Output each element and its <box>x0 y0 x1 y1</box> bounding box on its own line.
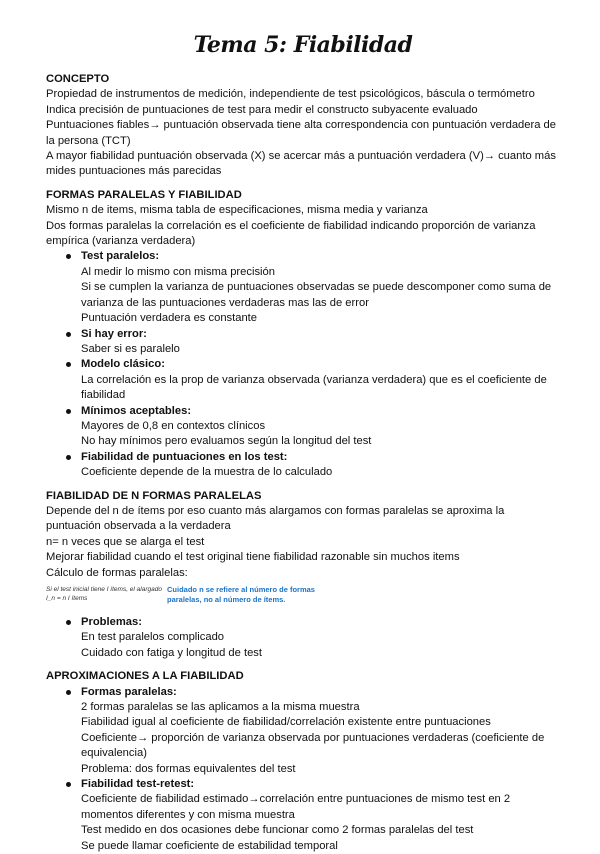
item-title: Si hay error: <box>81 327 147 340</box>
formula-text <box>46 585 163 603</box>
list-item <box>81 615 560 661</box>
paragraph: Indica precisión de puntuaciones de test para medir el constructo subyacente evaluado <box>46 103 478 116</box>
item-line: Cuidado con fatiga y longitud de test <box>81 646 262 659</box>
section-heading: FIABILIDAD DE N FORMAS PARALELAS <box>46 489 262 502</box>
section-concepto <box>46 72 560 180</box>
item-line: Si se cumplen la varianza de puntuaciones observadas se puede descomponer como suma de varianza de las puntuaciones verdaderas mas las de error <box>81 281 552 309</box>
item-title: Mínimos aceptables: <box>81 404 192 417</box>
section-formas-paralelas <box>46 188 560 481</box>
item-title: Test paralelos: <box>81 250 160 263</box>
section-aproximaciones <box>46 669 560 854</box>
bullet-list <box>46 615 560 661</box>
section-n-formas <box>46 489 560 662</box>
item-line: La correlación es la prop de varianza observada (varianza verdadera) que es el coeficiente de fiabilidad <box>81 373 547 402</box>
item-line: No hay mínimos pero evaluamos según la longitud del test <box>81 435 372 448</box>
item-line: Coeficiente de fiabilidad estimado→correlación entre puntuaciones de mismo test en 2 momentos diferentes y con misma muestra <box>81 793 511 821</box>
bullet-list <box>46 685 560 854</box>
item-line: Coeficiente→ proporción de varianza observada por puntuaciones verdaderas (coeficiente de equivalencia) <box>81 731 545 760</box>
formula-line: I_n = n I ítems <box>46 595 88 602</box>
item-line: En test paralelos complicado <box>81 631 225 644</box>
item-title: Problemas: <box>81 616 142 628</box>
paragraph: A mayor fiabilidad puntuación observada (X) se acercar más a puntuación verdadera (V)→ cuanto más mides puntuaciones más parecidas <box>46 150 556 178</box>
paragraph: Puntuaciones fiables→ puntuación observada tiene alta correspondencia con puntuación verdadera de la persona (TCT) <box>46 119 557 147</box>
item-line: Problema: dos formas equivalentes del test <box>81 762 296 775</box>
item-title: Fiabilidad test-retest: <box>81 778 195 791</box>
item-line: Saber si es paralelo <box>81 342 180 355</box>
list-item <box>81 777 560 854</box>
item-title: Formas paralelas: <box>81 685 177 698</box>
list-item <box>81 327 560 358</box>
page-title: Tema 5: Fiabilidad <box>193 32 413 58</box>
paragraph: n= n veces que se alarga el test <box>46 535 205 548</box>
formula-line: Si el test inicial tiene I ítems, el alargado <box>46 586 162 593</box>
item-line: 2 formas paralelas se las aplicamos a la misma muestra <box>81 701 360 714</box>
item-title: Modelo clásico: <box>81 358 165 371</box>
paragraph: Propiedad de instrumentos de medición, independiente de test psicológicos, báscula o termómetro <box>46 88 535 101</box>
list-item <box>81 249 560 326</box>
list-item <box>81 685 560 777</box>
item-line: Test medido en dos ocasiones debe funcionar como 2 formas paralelas del test <box>81 824 474 837</box>
item-line: Fiabilidad igual al coeficiente de fiabilidad/correlación existente entre puntuaciones <box>81 716 491 729</box>
list-item <box>81 404 560 450</box>
paragraph: Dos formas paralelas la correlación es el coeficiente de fiabilidad indicando proporción de varianza empírica (varianza verdadera) <box>46 219 536 248</box>
paragraph: Mismo n de items, misma tabla de especificaciones, misma media y varianza <box>46 204 428 217</box>
bullet-list <box>46 249 560 480</box>
section-heading: APROXIMACIONES A LA FIABILIDAD <box>46 670 244 683</box>
section-heading: FORMAS PARALELAS Y FIABILIDAD <box>46 188 242 201</box>
paragraph: Depende del n de ítems por eso cuanto más alargamos con formas paralelas se aproxima la puntuación observada a la verdadera <box>46 504 505 533</box>
formula-note: Cuidado n se refiere al número de formas paralelas, no al número de ítems. <box>167 585 315 604</box>
paragraph: Cálculo de formas paralelas: <box>46 566 188 579</box>
list-item <box>81 450 560 481</box>
formula-image <box>46 585 560 613</box>
list-item <box>81 357 560 403</box>
section-heading: CONCEPTO <box>46 73 110 85</box>
item-line: Coeficiente depende de la muestra de lo calculado <box>81 466 333 479</box>
paragraph: Mejorar fiabilidad cuando el test original tiene fiabilidad razonable sin muchos items <box>46 551 460 564</box>
item-line: Se puede llamar coeficiente de estabilidad temporal <box>81 839 338 852</box>
item-line: Mayores de 0,8 en contextos clínicos <box>81 419 266 432</box>
item-title: Fiabilidad de puntuaciones en los test: <box>81 450 288 463</box>
item-line: Al medir lo mismo con misma precisión <box>81 265 275 278</box>
item-line: Puntuación verdadera es constante <box>81 312 258 325</box>
